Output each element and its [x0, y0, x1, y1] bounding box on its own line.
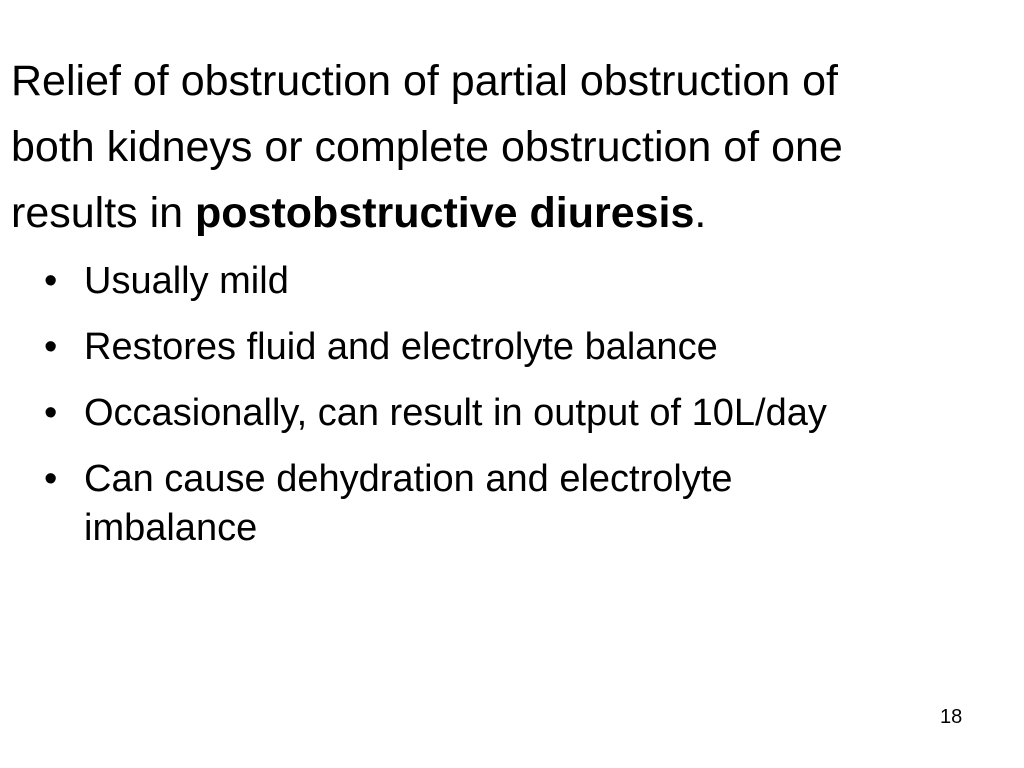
list-item	[44, 325, 1004, 370]
slide-title	[11, 48, 1016, 246]
list-item	[44, 391, 1004, 436]
title-emphasis: postobstructive diuresis	[195, 189, 695, 237]
bullet-text	[84, 457, 1004, 555]
bullet-icon: •	[44, 326, 58, 368]
page-number: 18	[940, 706, 963, 728]
list-item	[44, 457, 1004, 555]
bullet-line: Occasionally, can result in output of 10L/day	[84, 392, 827, 434]
bullet-text	[84, 325, 1004, 370]
bullet-line: Usually mild	[84, 260, 289, 302]
title-prefix: results in	[11, 189, 196, 237]
bullet-icon: •	[44, 260, 58, 302]
bullet-icon: •	[44, 392, 58, 434]
bullet-list	[44, 259, 1004, 576]
bullet-line: Restores fluid and electrolyte balance	[84, 326, 718, 368]
list-item	[44, 259, 1004, 304]
bullet-line: imbalance	[84, 507, 258, 549]
title-line-2: both kidneys or complete obstruction of one	[11, 123, 843, 171]
bullet-line: Can cause dehydration and electrolyte	[84, 458, 733, 500]
bullet-icon: •	[44, 458, 58, 500]
bullet-text	[84, 259, 1004, 304]
bullet-text	[84, 391, 1004, 436]
title-line-3	[11, 180, 1016, 246]
title-suffix: .	[694, 189, 707, 237]
title-line-1: Relief of obstruction of partial obstruction of	[11, 57, 838, 105]
